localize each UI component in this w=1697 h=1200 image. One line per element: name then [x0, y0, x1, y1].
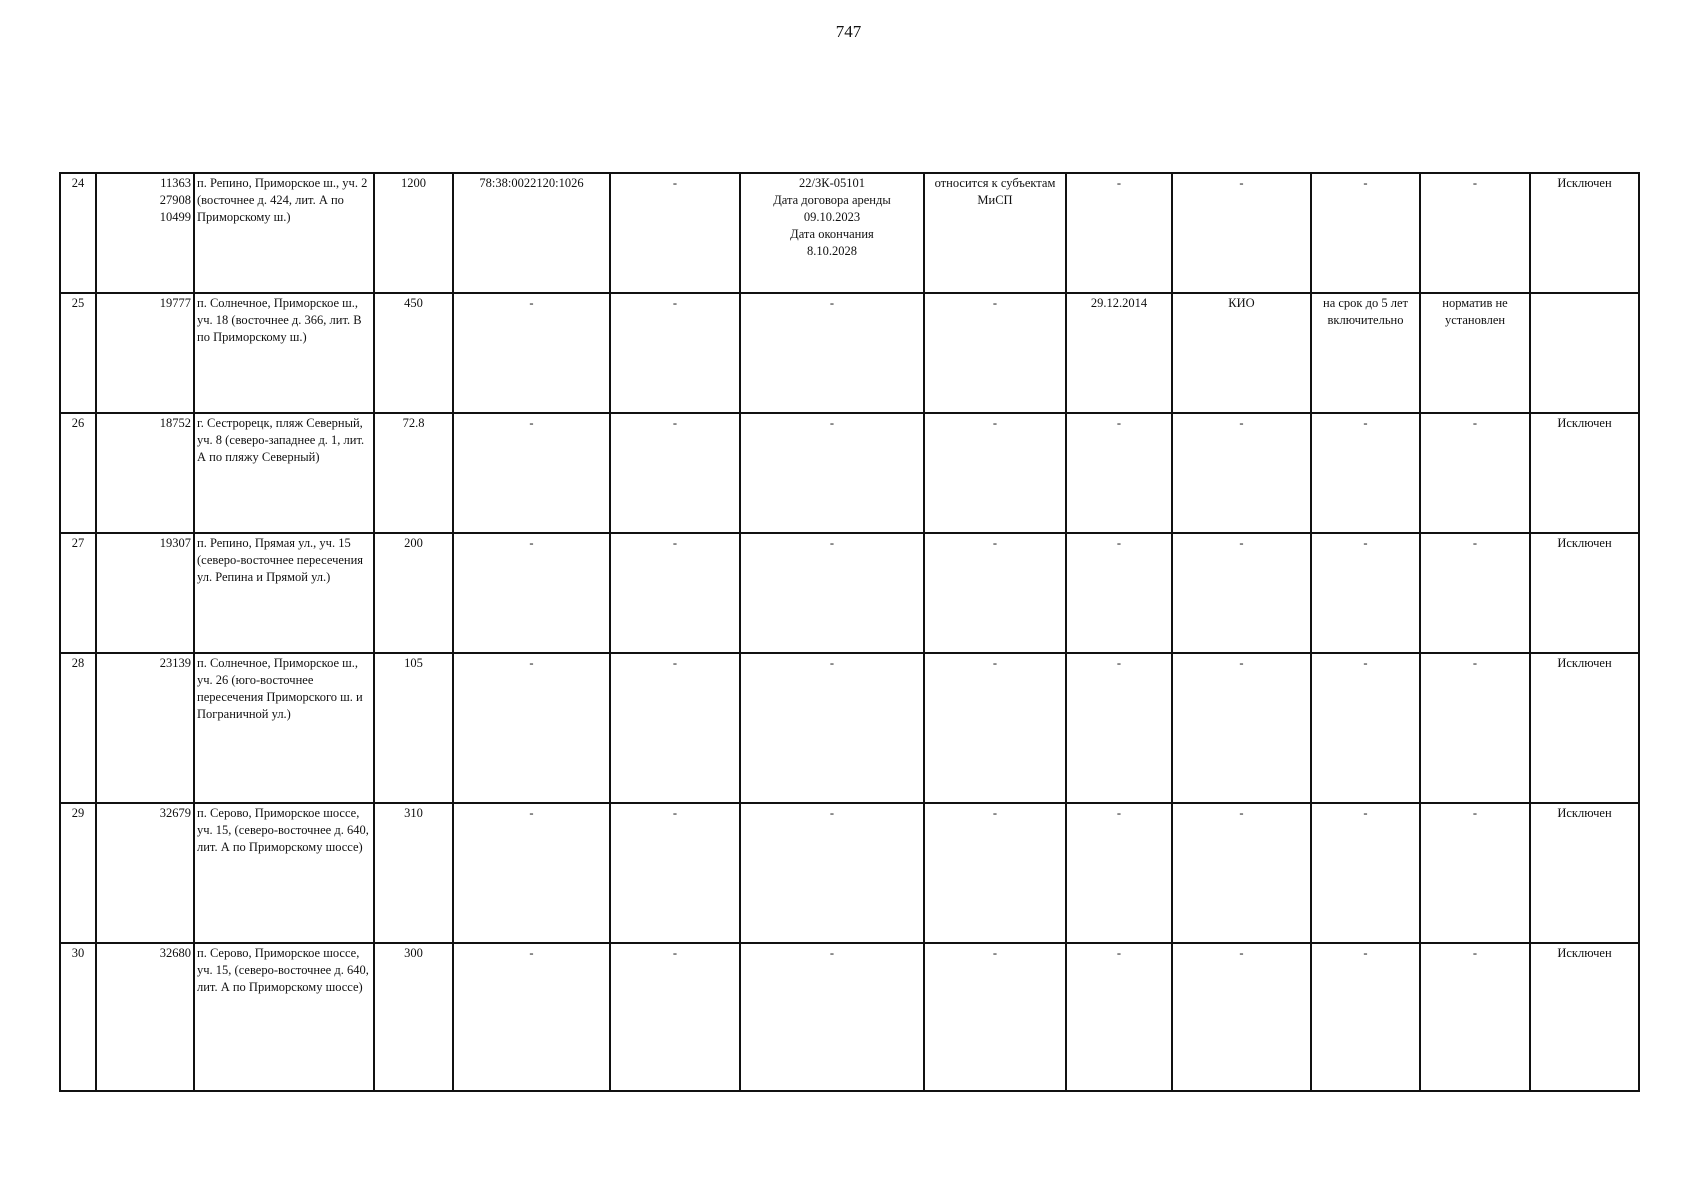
cell-object-id: 11363 27908 10499 — [96, 173, 194, 293]
page-number: 747 — [835, 22, 862, 41]
table-row — [60, 653, 1639, 803]
cell-norm: - — [1420, 413, 1530, 533]
cell-date: 29.12.2014 — [1066, 293, 1172, 413]
cell-term: - — [1311, 943, 1420, 1091]
cell-cadastral-number: - — [453, 413, 610, 533]
cell-date: - — [1066, 653, 1172, 803]
cell-authority: - — [1172, 173, 1311, 293]
cell-address: п. Репино, Приморское ш., уч. 2 (восточнее д. 424, лит. А по Приморскому ш.) — [194, 173, 374, 293]
cell-date: - — [1066, 413, 1172, 533]
cell-smb-status: - — [924, 943, 1066, 1091]
cell-status: Исключен — [1530, 413, 1639, 533]
cell-area: 72.8 — [374, 413, 453, 533]
cell-object-id: 32680 — [96, 943, 194, 1091]
cell-address: п. Солнечное, Приморское ш., уч. 18 (восточнее д. 366, лит. В по Приморскому ш.) — [194, 293, 374, 413]
cell-address: г. Сестрорецк, пляж Северный, уч. 8 (северо-западнее д. 1, лит. А по пляжу Северный) — [194, 413, 374, 533]
cell-row-number: 28 — [60, 653, 96, 803]
table-row — [60, 943, 1639, 1091]
cell-date: - — [1066, 533, 1172, 653]
cell-norm: - — [1420, 943, 1530, 1091]
table-body — [60, 173, 1639, 1091]
cell-status: Исключен — [1530, 943, 1639, 1091]
cell-smb-status: - — [924, 413, 1066, 533]
cell-cadastral-number: - — [453, 943, 610, 1091]
cell-col6: - — [610, 173, 740, 293]
cell-authority: КИО — [1172, 293, 1311, 413]
cell-address: п. Серово, Приморское шоссе, уч. 15, (северо-восточнее д. 640, лит. А по Приморскому шоссе) — [194, 803, 374, 943]
cell-contract: - — [740, 413, 924, 533]
cell-object-id: 23139 — [96, 653, 194, 803]
cell-authority: - — [1172, 413, 1311, 533]
cell-status: Исключен — [1530, 533, 1639, 653]
registry-table — [59, 172, 1640, 1092]
cell-row-number: 24 — [60, 173, 96, 293]
cell-row-number: 26 — [60, 413, 96, 533]
cell-norm: норматив не установлен — [1420, 293, 1530, 413]
cell-authority: - — [1172, 653, 1311, 803]
cell-object-id: 18752 — [96, 413, 194, 533]
cell-term: на срок до 5 лет включительно — [1311, 293, 1420, 413]
cell-area: 300 — [374, 943, 453, 1091]
cell-area: 1200 — [374, 173, 453, 293]
cell-smb-status: - — [924, 533, 1066, 653]
cell-contract: 22/ЗК-05101 Дата договора аренды 09.10.2023 Дата окончания 8.10.2028 — [740, 173, 924, 293]
cell-term: - — [1311, 173, 1420, 293]
cell-cadastral-number: - — [453, 653, 610, 803]
cell-status: Исключен — [1530, 653, 1639, 803]
cell-contract: - — [740, 293, 924, 413]
cell-area: 105 — [374, 653, 453, 803]
cell-contract: - — [740, 653, 924, 803]
cell-smb-status: относится к субъектам МиСП — [924, 173, 1066, 293]
cell-area: 450 — [374, 293, 453, 413]
cell-col6: - — [610, 533, 740, 653]
cell-col6: - — [610, 943, 740, 1091]
cell-col6: - — [610, 653, 740, 803]
cell-smb-status: - — [924, 293, 1066, 413]
cell-object-id: 19777 — [96, 293, 194, 413]
cell-authority: - — [1172, 533, 1311, 653]
cell-row-number: 29 — [60, 803, 96, 943]
cell-contract: - — [740, 943, 924, 1091]
cell-term: - — [1311, 803, 1420, 943]
cell-term: - — [1311, 533, 1420, 653]
table-row — [60, 293, 1639, 413]
cell-object-id: 32679 — [96, 803, 194, 943]
cell-norm: - — [1420, 173, 1530, 293]
cell-date: - — [1066, 943, 1172, 1091]
cell-smb-status: - — [924, 803, 1066, 943]
cell-status: Исключен — [1530, 173, 1639, 293]
cell-contract: - — [740, 533, 924, 653]
cell-row-number: 30 — [60, 943, 96, 1091]
cell-contract: - — [740, 803, 924, 943]
cell-address: п. Серово, Приморское шоссе, уч. 15, (северо-восточнее д. 640, лит. А по Приморскому шоссе) — [194, 943, 374, 1091]
table-row — [60, 803, 1639, 943]
cell-norm: - — [1420, 653, 1530, 803]
cell-date: - — [1066, 173, 1172, 293]
cell-area: 310 — [374, 803, 453, 943]
cell-authority: - — [1172, 943, 1311, 1091]
table-row — [60, 413, 1639, 533]
cell-status: Исключен — [1530, 803, 1639, 943]
cell-cadastral-number: - — [453, 533, 610, 653]
cell-col6: - — [610, 413, 740, 533]
cell-cadastral-number: 78:38:0022120:1026 — [453, 173, 610, 293]
cell-norm: - — [1420, 803, 1530, 943]
cell-row-number: 27 — [60, 533, 96, 653]
cell-address: п. Солнечное, Приморское ш., уч. 26 (юго-восточнее пересечения Приморского ш. и Пограничной ул.) — [194, 653, 374, 803]
cell-term: - — [1311, 413, 1420, 533]
cell-cadastral-number: - — [453, 803, 610, 943]
cell-term: - — [1311, 653, 1420, 803]
table-row — [60, 533, 1639, 653]
cell-col6: - — [610, 803, 740, 943]
cell-address: п. Репино, Прямая ул., уч. 15 (северо-восточнее пересечения ул. Репина и Прямой ул.) — [194, 533, 374, 653]
cell-area: 200 — [374, 533, 453, 653]
cell-row-number: 25 — [60, 293, 96, 413]
cell-authority: - — [1172, 803, 1311, 943]
cell-date: - — [1066, 803, 1172, 943]
cell-cadastral-number: - — [453, 293, 610, 413]
cell-object-id: 19307 — [96, 533, 194, 653]
cell-status — [1530, 293, 1639, 413]
table-row — [60, 173, 1639, 293]
cell-col6: - — [610, 293, 740, 413]
cell-smb-status: - — [924, 653, 1066, 803]
cell-norm: - — [1420, 533, 1530, 653]
